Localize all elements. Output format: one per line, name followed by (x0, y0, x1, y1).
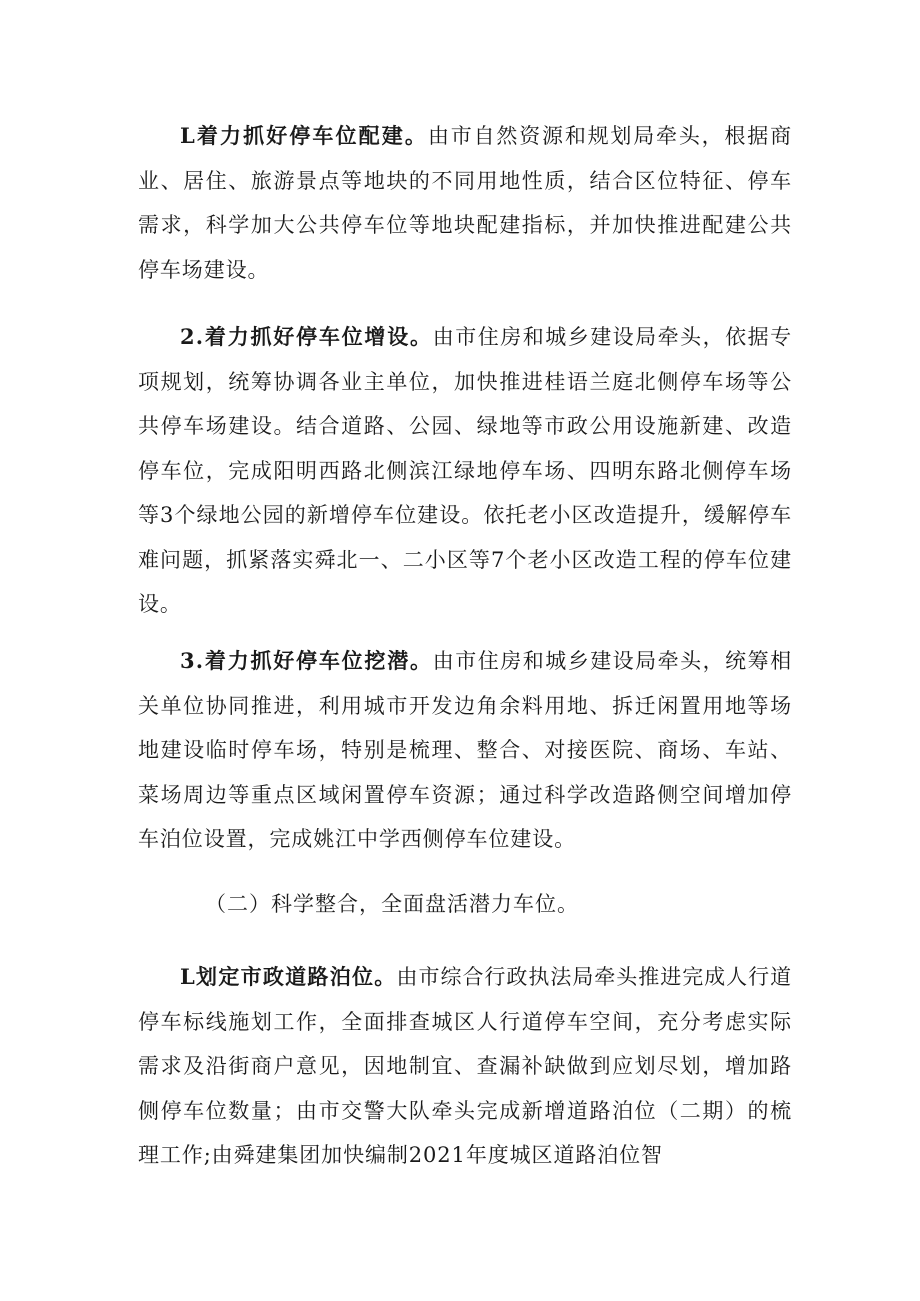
paragraph-2-heading: 2.着力抓好停车位增设。 (180, 324, 433, 349)
paragraph-3 (138, 639, 792, 862)
subsection-heading: （二）科学整合，全面盘活潜力车位。 (205, 892, 579, 916)
paragraph-1-body: 由市自然资源和规划局牵头，根据商业、居住、旅游景点等地块的不同用地性质，结合区位特征、停车需求，科学加大公共停车位等地块配建指标，并加快推进配建公共停车场建设。 (138, 124, 792, 282)
paragraph-2 (138, 315, 792, 627)
paragraph-3-heading: 3.着力抓好停车位挖潜。 (180, 648, 433, 673)
paragraph-1-heading: L着力抓好停车位配建。 (180, 123, 428, 148)
paragraph-2-body: 由市住房和城乡建设局牵头，依据专项规划，统筹协调各业主单位，加快推进桂语兰庭北侧停车场等公共停车场建设。结合道路、公园、绿地等市政公用设施新建、改造停车位，完成阳明西路北侧滨江绿地停车场、四明东路北侧停车场等3个绿地公园的新增停车位建设。依托老小区改造提升，缓解停车难问题，抓紧落实舜北一、二小区等7个老小区改造工程的停车位建设。 (138, 325, 792, 616)
paragraph-4-heading: L划定市政道路泊位。 (180, 964, 397, 989)
paragraph-1 (138, 114, 792, 292)
paragraph-3-body: 由市住房和城乡建设局牵头，统筹相关单位协同推进，利用城市开发边角余料用地、拆迁闲置用地等场地建设临时停车场，特别是梳理、整合、对接医院、商场、车站、菜场周边等重点区域闲置停车资源；通过科学改造路侧空间增加停车泊位设置，完成姚江中学西侧停车位建设。 (138, 649, 792, 851)
paragraph-4-body: 由市综合行政执法局牵头推进完成人行道停车标线施划工作，全面排查城区人行道停车空间，充分考虑实际需求及沿街商户意见，因地制宜、查漏补缺做到应划尽划，增加路侧停车位数量；由市交警大队牵头完成新增道路泊位（二期）的梳理工作;由舜建集团加快编制2021年度城区道路泊位智 (138, 965, 793, 1167)
paragraph-4 (138, 955, 792, 1178)
